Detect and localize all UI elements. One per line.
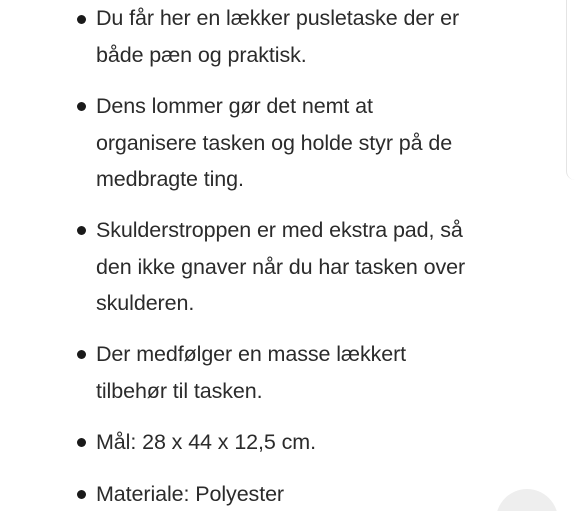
feature-text: Mål: 28 x 44 x 12,5 cm. (96, 430, 316, 454)
bullet-icon (77, 226, 86, 235)
feature-text: Der medfølger en masse lækkert tilbehør til tasken. (96, 342, 407, 403)
bullet-icon (77, 102, 86, 111)
bullet-icon (77, 350, 86, 359)
feature-text: Dens lommer gør det nemt at organisere tasken og holde styr på de medbragte ting. (96, 94, 453, 191)
scrollbar[interactable] (566, 0, 575, 180)
floating-action-button[interactable] (496, 489, 558, 511)
bullet-icon (77, 438, 86, 447)
feature-text: Skulderstroppen er med ekstra pad, så den ikke gnaver når du har tasken over skulderen. (96, 218, 466, 315)
bullet-icon (77, 15, 86, 24)
feature-text: Materiale: Polyester (96, 482, 284, 506)
feature-text: Du får her en lækker pusletaske der er både pæn og praktisk. (96, 6, 460, 67)
bullet-icon (77, 490, 86, 499)
